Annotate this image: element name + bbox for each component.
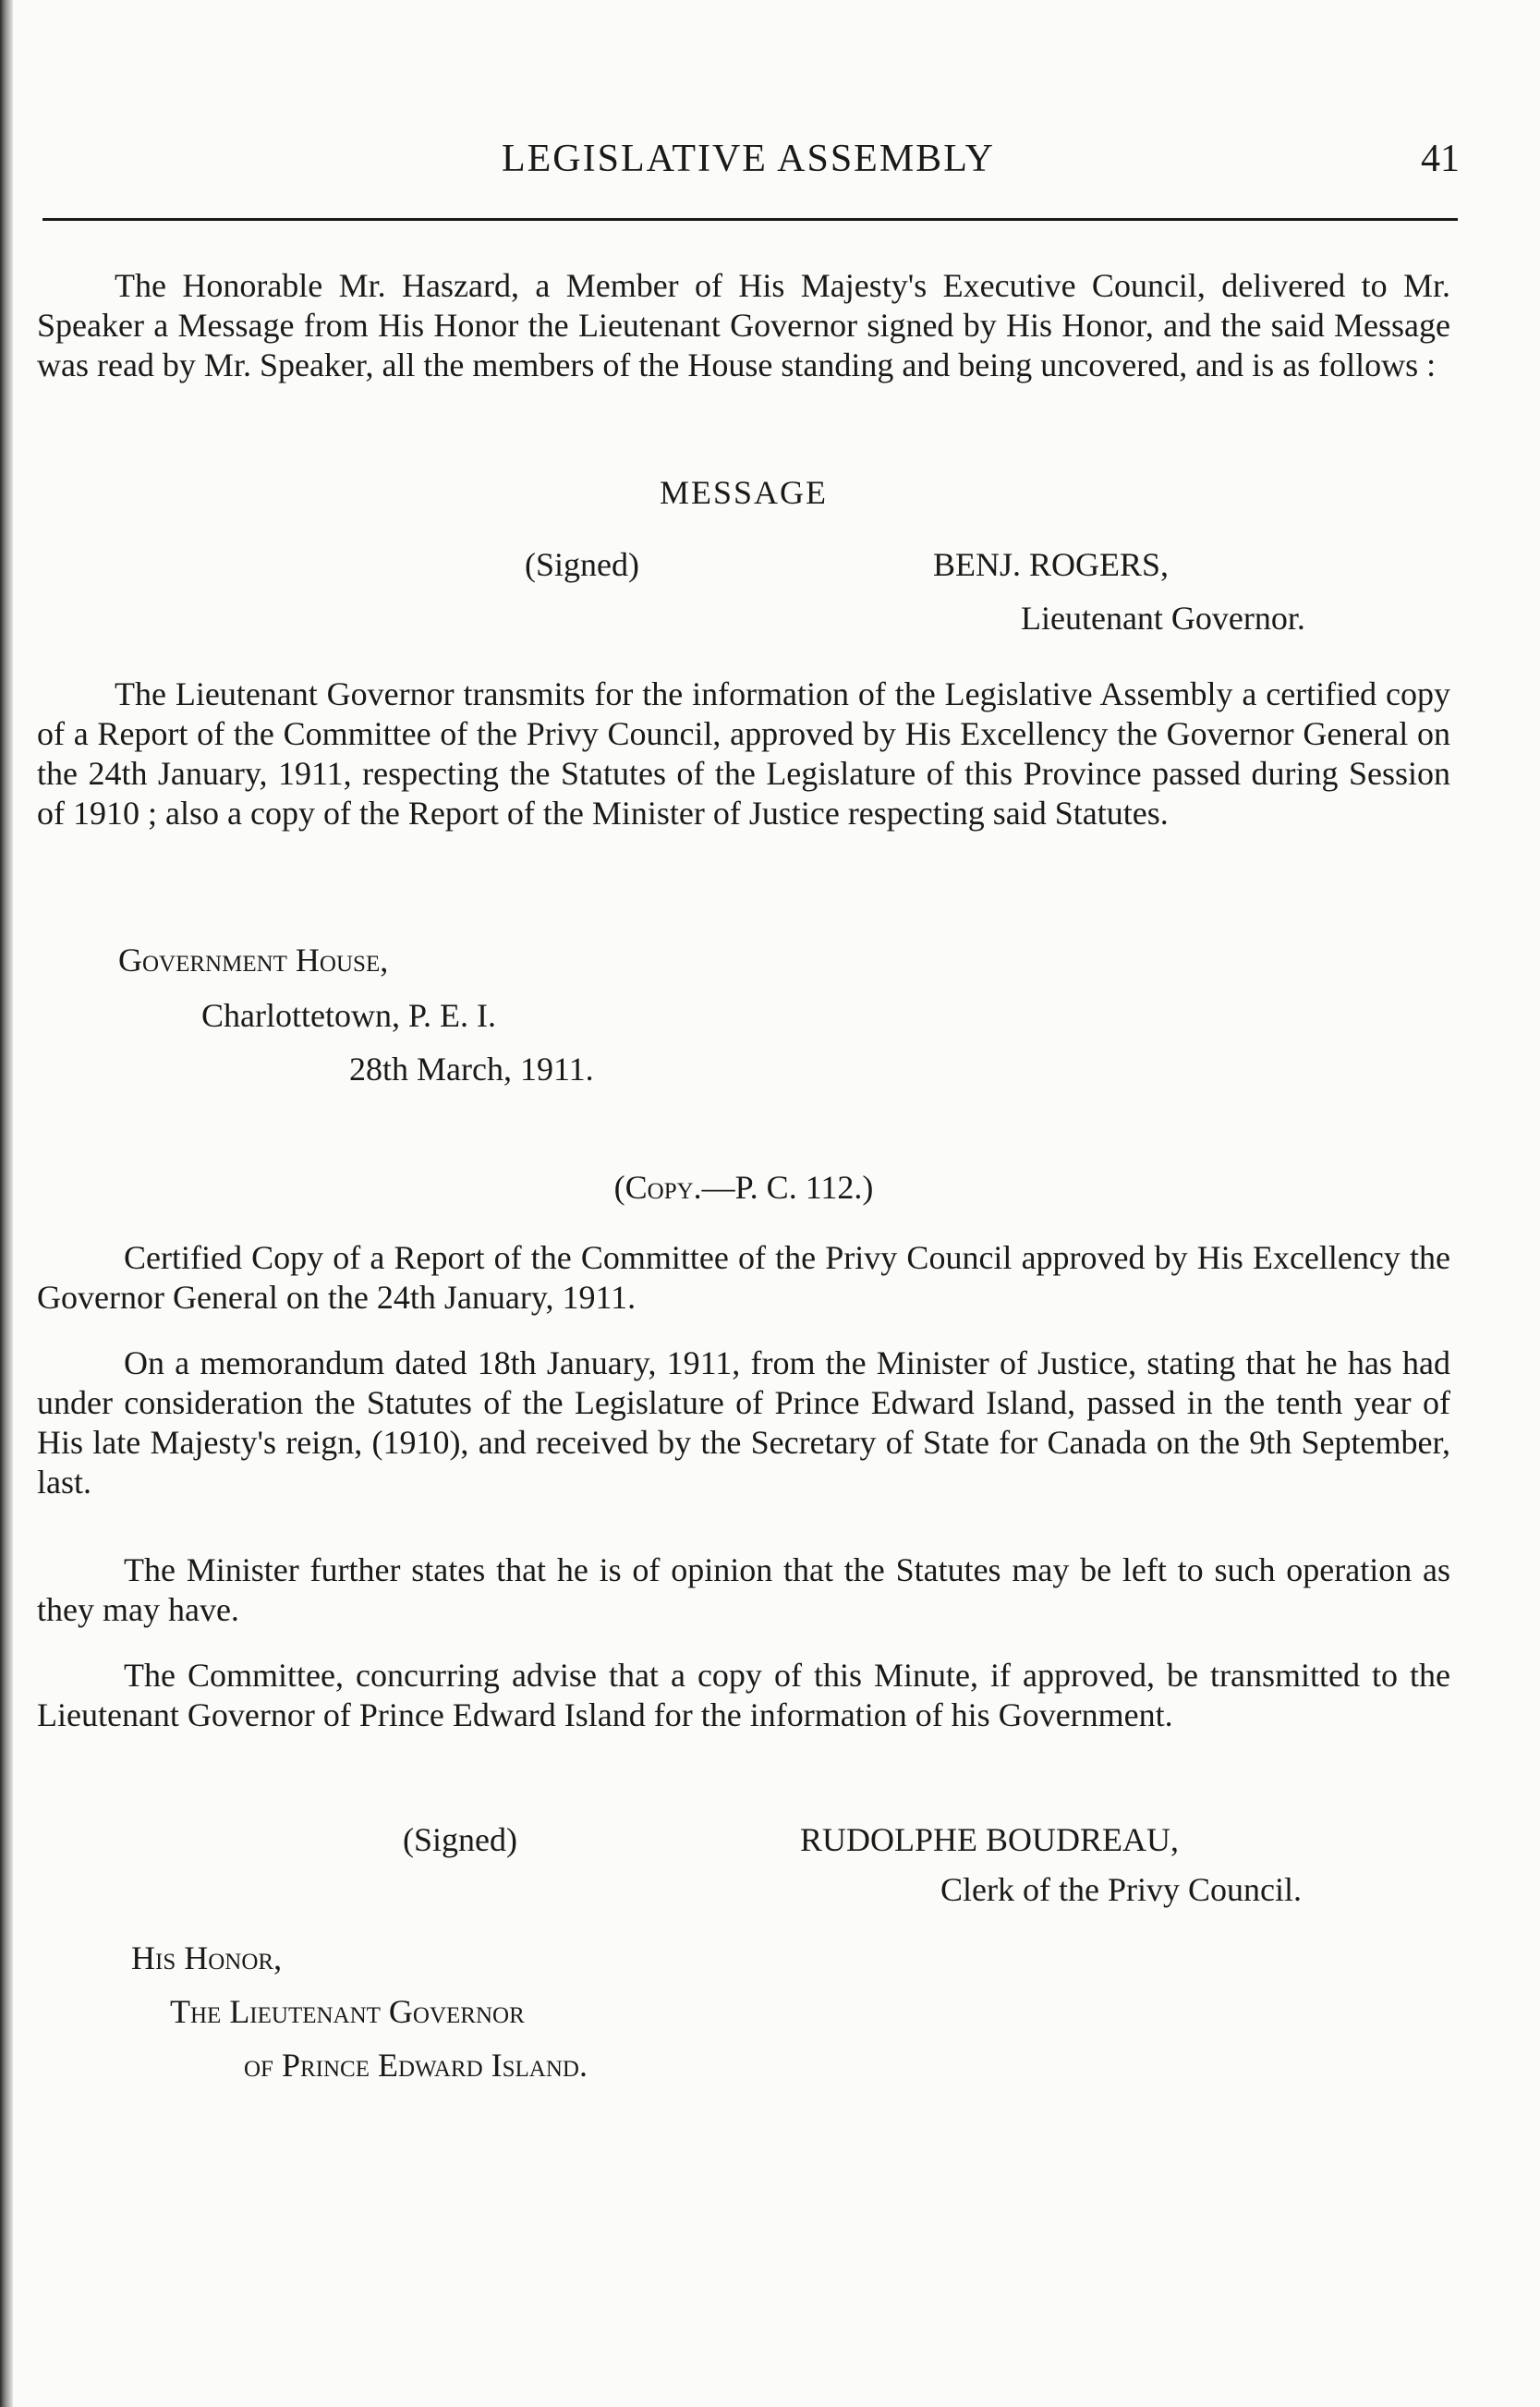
- paragraph-minister-opinion: The Minister further states that he is of opinion that the Statutes may be left to such operation as they may have.: [37, 1551, 1450, 1628]
- address-line-1: His Honor,: [131, 1939, 283, 1976]
- paragraph-certified-copy: Certified Copy of a Report of the Committee of the Privy Council approved by His Excellency the Governor General on the 24th January, 1911.: [37, 1239, 1450, 1316]
- header-rule: [42, 218, 1458, 221]
- clerk-signed-label: (Signed): [403, 1821, 517, 1858]
- message-signatory-title: Lieutenant Governor.: [1021, 600, 1305, 637]
- dateline-date: 28th March, 1911.: [349, 1051, 594, 1088]
- address-line-2: The Lieutenant Governor: [170, 1993, 525, 2030]
- message-signatory-name: BENJ. ROGERS,: [933, 546, 1170, 583]
- binding-edge-shadow: [0, 0, 13, 2407]
- page-header: [37, 137, 1460, 192]
- running-head: LEGISLATIVE ASSEMBLY: [502, 138, 995, 180]
- clerk-name: RUDOLPHE BOUDREAU,: [800, 1821, 1180, 1858]
- dateline-house: Government House,: [118, 942, 389, 979]
- address-line-3: of Prince Edward Island.: [244, 2047, 588, 2084]
- message-signed-label: (Signed): [525, 546, 639, 583]
- page-number: 41: [1421, 138, 1460, 180]
- paragraph-committee-advice: The Committee, concurring advise that a copy of this Minute, if approved, be transmitted to the Lieutenant Governor of Prince Edward Island for the information of his Government.: [37, 1657, 1450, 1733]
- dateline-place: Charlottetown, P. E. I.: [201, 997, 496, 1034]
- clerk-title: Clerk of the Privy Council.: [940, 1871, 1302, 1908]
- paragraph-memorandum: On a memorandum dated 18th January, 1911, from the Minister of Justice, stating that he has had under consideration the Statutes of the Legislature of Prince Edward Island, passed in the tenth year of His late Majesty's reign, (1910), and received by the Secretary of State for Canada on the 9th September, last.: [37, 1344, 1450, 1501]
- paragraph-transmission: The Lieutenant Governor transmits for the information of the Legislative Assembly a certified copy of a Report of the Committee of the Privy Council, approved by His Excellency the Governor General on the 24th January, 1911, respecting the Statutes of the Legislature of this Province passed during Session of 1910 ; also a copy of the Report of the Minister of Justice respecting said Statutes.: [37, 675, 1450, 832]
- message-heading: MESSAGE: [659, 474, 829, 511]
- paragraph-message-delivery: The Honorable Mr. Haszard, a Member of His Majesty's Executive Council, delivered to Mr. Speaker a Message from His Honor the Lieutenant Governor signed by His Honor, and the said Message was read by Mr. Speaker, all the members of the House standing and being uncovered, and is as follows :: [37, 267, 1450, 383]
- copy-heading: (Copy.—P. C. 112.): [613, 1169, 874, 1206]
